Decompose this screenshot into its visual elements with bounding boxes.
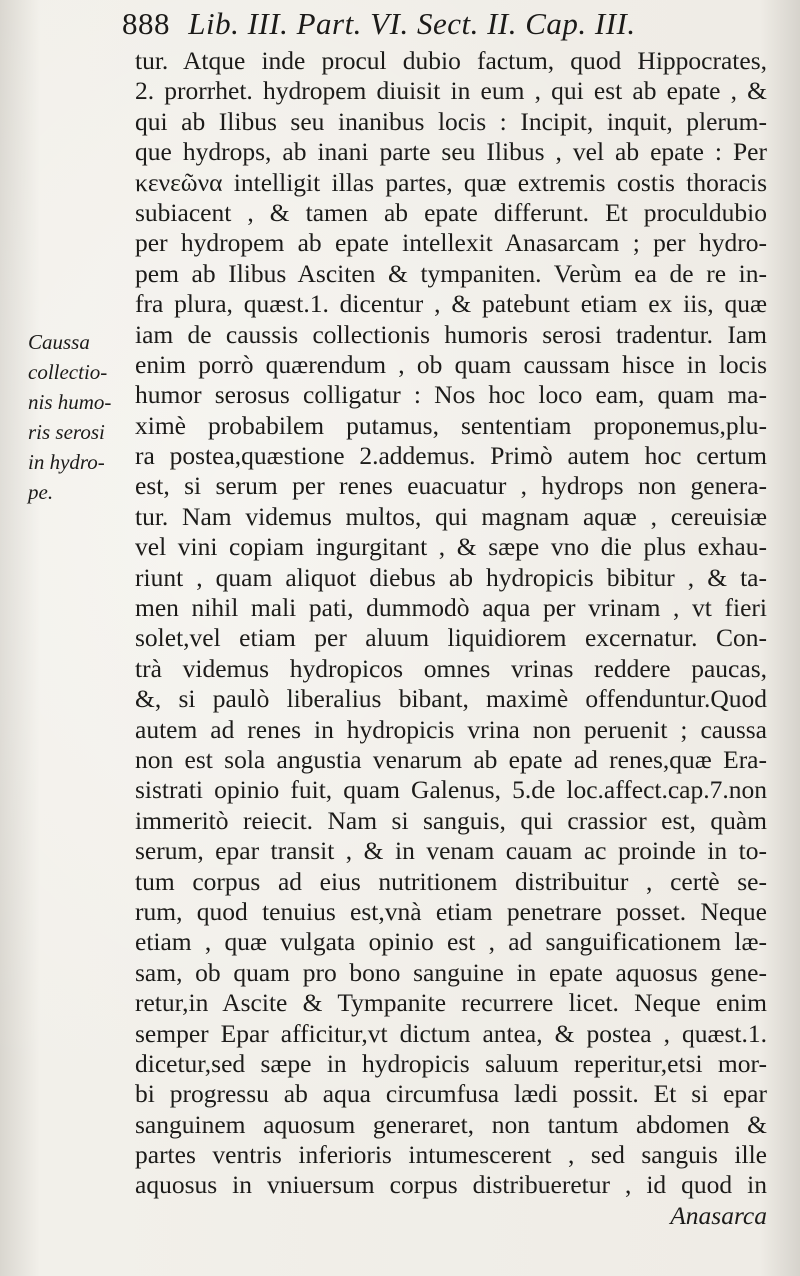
text-line: partes ventris inferioris intumescerent , sed sanguis ille xyxy=(135,1140,767,1170)
text-line: ra postea,quæstione 2.addemus. Primò autem hoc certum xyxy=(135,441,767,471)
text-line: vel vini copiam ingurgitant , & sæpe vno die plus exhau- xyxy=(135,532,767,562)
text-line: bi progressu ab aqua circumfusa lædi possit. Et si epar xyxy=(135,1079,767,1109)
text-line: sanguinem aquosum generaret, non tantum abdomen & xyxy=(135,1109,767,1139)
text-line: enim porrò quærendum , ob quam caussam hisce in locis xyxy=(135,349,767,379)
margin-note-line: collectio- xyxy=(28,360,108,384)
text-line: etiam , quæ vulgata opinio est , ad sanguificationem læ- xyxy=(135,927,767,957)
margin-note-line: in hydro- xyxy=(28,450,105,474)
text-line: que hydrops, ab inani parte seu Ilibus , vel ab epate : Per xyxy=(135,137,767,167)
text-line: autem ad renes in hydropicis vrina non peruenit ; caussa xyxy=(135,714,767,744)
text-line: humor serosus colligatur : Nos hoc loco eam, quam ma- xyxy=(135,380,767,410)
text-line: immeritò reiecit. Nam si sanguis, qui crassior est, quàm xyxy=(135,805,767,835)
text-line: non est sola angustia venarum ab epate ad renes,quæ Era- xyxy=(135,744,767,774)
text-line: &, si paulò liberalius bibant, maximè offenduntur.Quod xyxy=(135,684,767,714)
text-line: tur. Atque inde procul dubio factum, quod Hippocrates, xyxy=(135,46,767,75)
text-line: aquosus in vniuersum corpus distribueretur , id quod in xyxy=(135,1170,767,1200)
body-text xyxy=(135,46,767,1231)
text-line: κενεῶνα intelligit illas partes, quæ extremis costis thoracis xyxy=(135,167,767,197)
text-line: per hydropem ab epate intellexit Anasarcam ; per hydro- xyxy=(135,228,767,258)
text-line: semper Epar afficitur,vt dictum antea, & postea , quæst.1. xyxy=(135,1018,767,1048)
text-line: riunt , quam aliquot diebus ab hydropicis bibitur , & ta- xyxy=(135,562,767,592)
catchword: Anasarca xyxy=(670,1200,767,1230)
text-line: 2. prorrhet. hydropem diuisit in eum , qui est ab epate , & xyxy=(135,76,767,106)
text-line: subiacent , & tamen ab epate differunt. Et proculdubio xyxy=(135,197,767,227)
text-line: fra plura, quæst.1. dicentur , & patebunt etiam ex iis, quæ xyxy=(135,289,767,319)
text-line: solet,vel etiam per aluum liquidiorem excernatur. Con- xyxy=(135,623,767,653)
text-line: pem ab Ilibus Asciten & tympaniten. Verùm ea de re in- xyxy=(135,258,767,288)
margin-note-line: pe. xyxy=(28,480,54,504)
running-head xyxy=(122,6,762,42)
text-line: serum, epar transit , & in venam cauam ac proinde in to- xyxy=(135,836,767,866)
text-line: tur. Nam videmus multos, qui magnam aquæ , cereuisiæ xyxy=(135,501,767,531)
text-line: dicetur,sed sæpe in hydropicis saluum reperitur,etsi mor- xyxy=(135,1048,767,1078)
text-line: est, si serum per renes euacuatur , hydrops non genera- xyxy=(135,471,767,501)
page-number: 888 xyxy=(122,6,170,41)
text-line: sistrati opinio fuit, quam Galenus, 5.de loc.affect.cap.7.non xyxy=(135,775,767,805)
margin-note-line: nis humo- xyxy=(28,390,112,414)
text-line: rum, quod tenuius est,vnà etiam penetrare posset. Neque xyxy=(135,896,767,926)
text-line: qui ab Ilibus seu inanibus locis : Incipit, inquit, plerum- xyxy=(135,106,767,136)
running-title: Lib. III. Part. VI. Sect. II. Cap. III. xyxy=(188,6,636,41)
text-line: trà videmus hydropicos omnes vrinas reddere paucas, xyxy=(135,653,767,683)
text-line: retur,in Ascite & Tympanite recurrere licet. Neque enim xyxy=(135,988,767,1018)
margin-note-line: Caussa xyxy=(28,330,90,354)
text-line: sam, ob quam pro bono sanguine in epate aquosus gene- xyxy=(135,957,767,987)
margin-note-line: ris serosi xyxy=(28,420,105,444)
text-line: iam de caussis collectionis humoris serosi tradentur. Iam xyxy=(135,319,767,349)
text-line: tum corpus ad eius nutritionem distribuitur , certè se- xyxy=(135,866,767,896)
text-line: men nihil mali pati, dummodò aqua per vrinam , vt fieri xyxy=(135,593,767,623)
text-line: ximè probabilem putamus, sententiam proponemus,plu- xyxy=(135,410,767,440)
margin-note xyxy=(28,327,138,507)
